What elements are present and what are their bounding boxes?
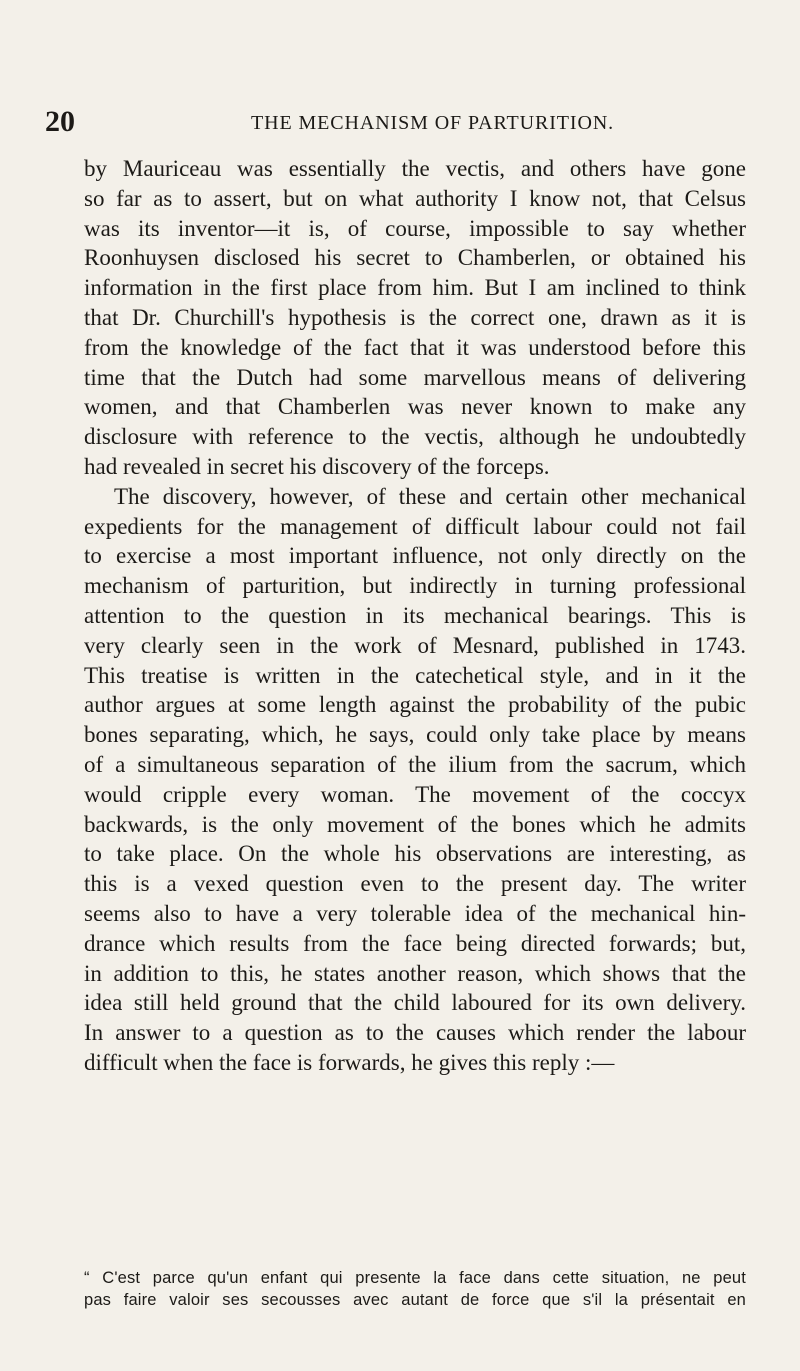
text-line: that Dr. Churchill's hypothesis is the correct one, drawn as it is — [84, 304, 746, 330]
text-line: author argues at some length against the probability of the pubic — [84, 692, 746, 718]
block-quote — [84, 1267, 746, 1311]
text-line: information in the first place from him. But I am inclined to think — [84, 275, 746, 301]
text-line: time that the Dutch had some marvellous means of delivering — [84, 364, 746, 390]
text-line: women, and that Chamberlen was never known to make any — [84, 394, 746, 420]
text-line: idea still held ground that the child laboured for its own delivery. — [84, 990, 746, 1016]
text-line: difficult when the face is forwards, he gives this reply :— — [84, 1049, 615, 1075]
text-line: this is a vexed question even to the present day. The writer — [84, 871, 746, 897]
text-line: seems also to have a very tolerable idea of the mechanical hin- — [84, 900, 746, 926]
running-head: THE MECHANISM OF PARTURITION. — [251, 112, 615, 134]
page-number: 20 — [45, 105, 75, 138]
text-line: so far as to assert, but on what authority I know not, that Celsus — [84, 185, 746, 211]
text-line: This treatise is written in the catechetical style, and in it the — [84, 662, 746, 688]
text-line: bones separating, which, he says, could only take place by means — [84, 722, 746, 748]
text-line: from the knowledge of the fact that it was understood before this — [84, 334, 746, 360]
text-line: attention to the question in its mechanical bearings. This is — [84, 602, 746, 628]
text-line: In answer to a question as to the causes which render the labour — [84, 1020, 746, 1046]
text-line: disclosure with reference to the vectis, although he undoubtedly — [84, 424, 746, 450]
quote-line: pas faire valoir ses secousses avec autant de force que s'il la présentait en — [84, 1291, 746, 1309]
text-line: to exercise a most important influence, not only directly on the — [84, 543, 746, 569]
text-line: would cripple every woman. The movement of the coccyx — [84, 781, 746, 807]
text-line: had revealed in secret his discovery of the forceps. — [84, 453, 550, 479]
text-line: very clearly seen in the work of Mesnard, published in 1743. — [84, 632, 746, 658]
text-line: backwards, is the only movement of the bones which he admits — [84, 811, 746, 837]
body-text — [84, 154, 746, 1078]
text-line: mechanism of parturition, but indirectly in turning professional — [84, 573, 746, 599]
text-line: in addition to this, he states another reason, which shows that the — [84, 960, 746, 986]
text-line: of a simultaneous separation of the ilium from the sacrum, which — [84, 751, 746, 777]
quote-line: “ C'est parce qu'un enfant qui presente la face dans cette situation, ne peut — [84, 1269, 746, 1287]
text-line: to take place. On the whole his observations are interesting, as — [84, 841, 746, 867]
text-line: drance which results from the face being directed forwards; but, — [84, 930, 746, 956]
paragraph-start: The discovery, however, of these and certain other mechanical — [114, 483, 746, 509]
text-line: Roonhuysen disclosed his secret to Chamberlen, or obtained his — [84, 245, 746, 271]
text-line: was its inventor—it is, of course, impossible to say whether — [84, 215, 746, 241]
text-line: by Mauriceau was essentially the vectis, and others have gone — [84, 156, 746, 181]
text-line: expedients for the management of difficult labour could not fail — [84, 513, 746, 539]
page-header — [45, 104, 765, 140]
